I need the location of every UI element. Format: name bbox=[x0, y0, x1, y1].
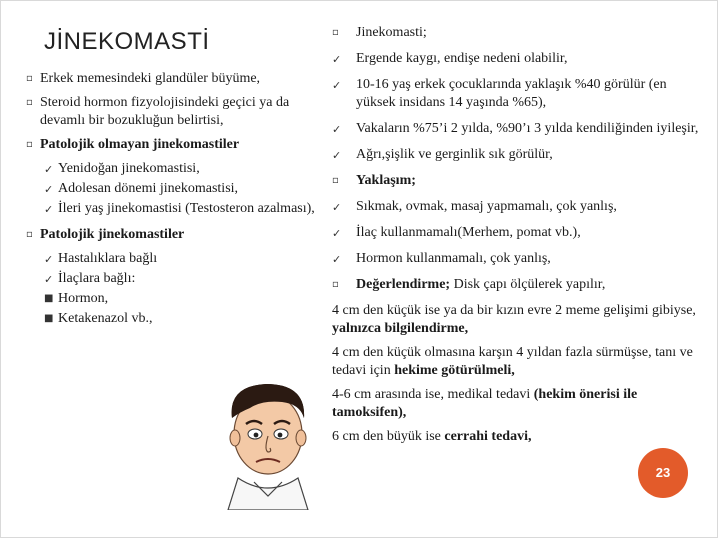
list-item bbox=[26, 136, 318, 154]
list-item bbox=[44, 200, 318, 218]
checkmark-icon: ✓ bbox=[332, 79, 342, 92]
list-item bbox=[332, 50, 702, 68]
list-item bbox=[332, 24, 702, 42]
list-item bbox=[44, 160, 318, 178]
list-item bbox=[332, 250, 702, 268]
item-text: İleri yaş jinekomastisi (Testosteron azalması), bbox=[58, 201, 315, 216]
small-square-bullet-icon: ■ bbox=[44, 313, 54, 324]
item-text: Disk çapı ölçülerek yapılır, bbox=[450, 277, 606, 292]
list-item bbox=[26, 226, 318, 244]
item-text: Hastalıklara bağlı bbox=[58, 251, 158, 266]
item-text: Erkek memesindeki glandüler büyüme, bbox=[40, 71, 261, 86]
list-item bbox=[332, 146, 702, 164]
checkmark-icon: ✓ bbox=[332, 201, 342, 214]
slide-title: JİNEKOMASTİ bbox=[44, 28, 210, 55]
paragraph-emphasis: hekime götürülmeli, bbox=[394, 363, 515, 378]
item-text: Adolesan dönemi jinekomastisi, bbox=[58, 181, 239, 196]
group-heading: Patolojik olmayan jinekomastiler bbox=[40, 137, 240, 152]
paragraph-emphasis: cerrahi tedavi, bbox=[444, 429, 532, 444]
list-item bbox=[332, 276, 702, 294]
checkmark-icon: ✓ bbox=[332, 253, 342, 266]
bullet-icon: ▫ bbox=[26, 139, 33, 150]
list-item bbox=[332, 120, 702, 138]
paragraph bbox=[332, 302, 702, 338]
bullet-icon: ▫ bbox=[332, 175, 339, 186]
list-item bbox=[44, 310, 318, 328]
item-text: Ketakenazol vb., bbox=[58, 311, 153, 326]
list-item bbox=[332, 198, 702, 216]
bullet-icon: ▫ bbox=[26, 97, 33, 108]
item-text: Sıkmak, ovmak, masaj yapmamalı, çok yanlış, bbox=[356, 199, 617, 214]
checkmark-icon: ✓ bbox=[44, 253, 54, 266]
item-text: Ergende kaygı, endişe nedeni olabilir, bbox=[356, 51, 568, 66]
small-square-bullet-icon: ■ bbox=[44, 293, 54, 304]
paragraph bbox=[332, 344, 702, 380]
item-text: Jinekomasti; bbox=[356, 25, 427, 40]
left-column bbox=[26, 70, 318, 330]
paragraph-text: 4 cm den küçük ise ya da bir kızın evre 2 meme gelişimi gibiyse, bbox=[332, 303, 696, 318]
worried-boy-illustration bbox=[218, 378, 318, 510]
item-text: Hormon kullanmamalı, çok yanlış, bbox=[356, 251, 551, 266]
bullet-icon: ▫ bbox=[332, 27, 339, 38]
list-item bbox=[332, 76, 702, 112]
paragraph-text: 4-6 cm arasında ise, medikal tedavi bbox=[332, 387, 534, 402]
paragraph-text: 4 cm den küçük olmasına karşın 4 yıldan fazla sürmüşse, tanı ve tedavi için bbox=[332, 345, 693, 378]
checkmark-icon: ✓ bbox=[332, 53, 342, 66]
group-heading: Patolojik jinekomastiler bbox=[40, 227, 185, 242]
item-text: Vakaların %75’i 2 yılda, %90’ı 3 yılda kendiliğinden iyileşir, bbox=[356, 121, 699, 136]
item-text: Steroid hormon fizyolojisindeki geçici ya da devamlı bir bozukluğun belirtisi, bbox=[40, 95, 290, 128]
item-text: İlaç kullanmamalı(Merhem, pomat vb.), bbox=[356, 225, 581, 240]
paragraph bbox=[332, 386, 702, 422]
paragraph-emphasis: (hekim önerisi ile tamoksifen), bbox=[332, 387, 638, 420]
list-item bbox=[44, 250, 318, 268]
checkmark-icon: ✓ bbox=[332, 123, 342, 136]
checkmark-icon: ✓ bbox=[332, 227, 342, 240]
bullet-icon: ▫ bbox=[26, 73, 33, 84]
item-text: Yenidoğan jinekomastisi, bbox=[58, 161, 200, 176]
list-item bbox=[44, 180, 318, 198]
checkmark-icon: ✓ bbox=[44, 163, 54, 176]
checkmark-icon: ✓ bbox=[44, 203, 54, 216]
bullet-icon: ▫ bbox=[332, 279, 339, 290]
list-item bbox=[332, 172, 702, 190]
paragraph-emphasis: yalnızca bilgilendirme, bbox=[332, 321, 469, 336]
item-text: Ağrı,şişlik ve gerginlik sık görülür, bbox=[356, 147, 553, 162]
section-heading: Yaklaşım; bbox=[356, 173, 416, 188]
list-item bbox=[332, 224, 702, 242]
list-item bbox=[44, 270, 318, 288]
list-item bbox=[26, 70, 318, 88]
checkmark-icon: ✓ bbox=[44, 183, 54, 196]
list-item bbox=[44, 290, 318, 308]
checkmark-icon: ✓ bbox=[332, 149, 342, 162]
bullet-icon: ▫ bbox=[26, 229, 33, 240]
page-number-badge: 23 bbox=[638, 448, 688, 498]
checkmark-icon: ✓ bbox=[44, 273, 54, 286]
item-text: Hormon, bbox=[58, 291, 109, 306]
item-text: İlaçlara bağlı: bbox=[58, 271, 136, 286]
section-heading: Değerlendirme; bbox=[356, 277, 451, 292]
paragraph-text: 6 cm den büyük ise bbox=[332, 429, 445, 444]
right-column bbox=[332, 24, 702, 452]
paragraph bbox=[332, 428, 702, 446]
list-item bbox=[26, 94, 318, 130]
item-text: 10-16 yaş erkek çocuklarında yaklaşık %40 görülür (en yüksek insidans 14 yaşında %65), bbox=[356, 77, 667, 110]
